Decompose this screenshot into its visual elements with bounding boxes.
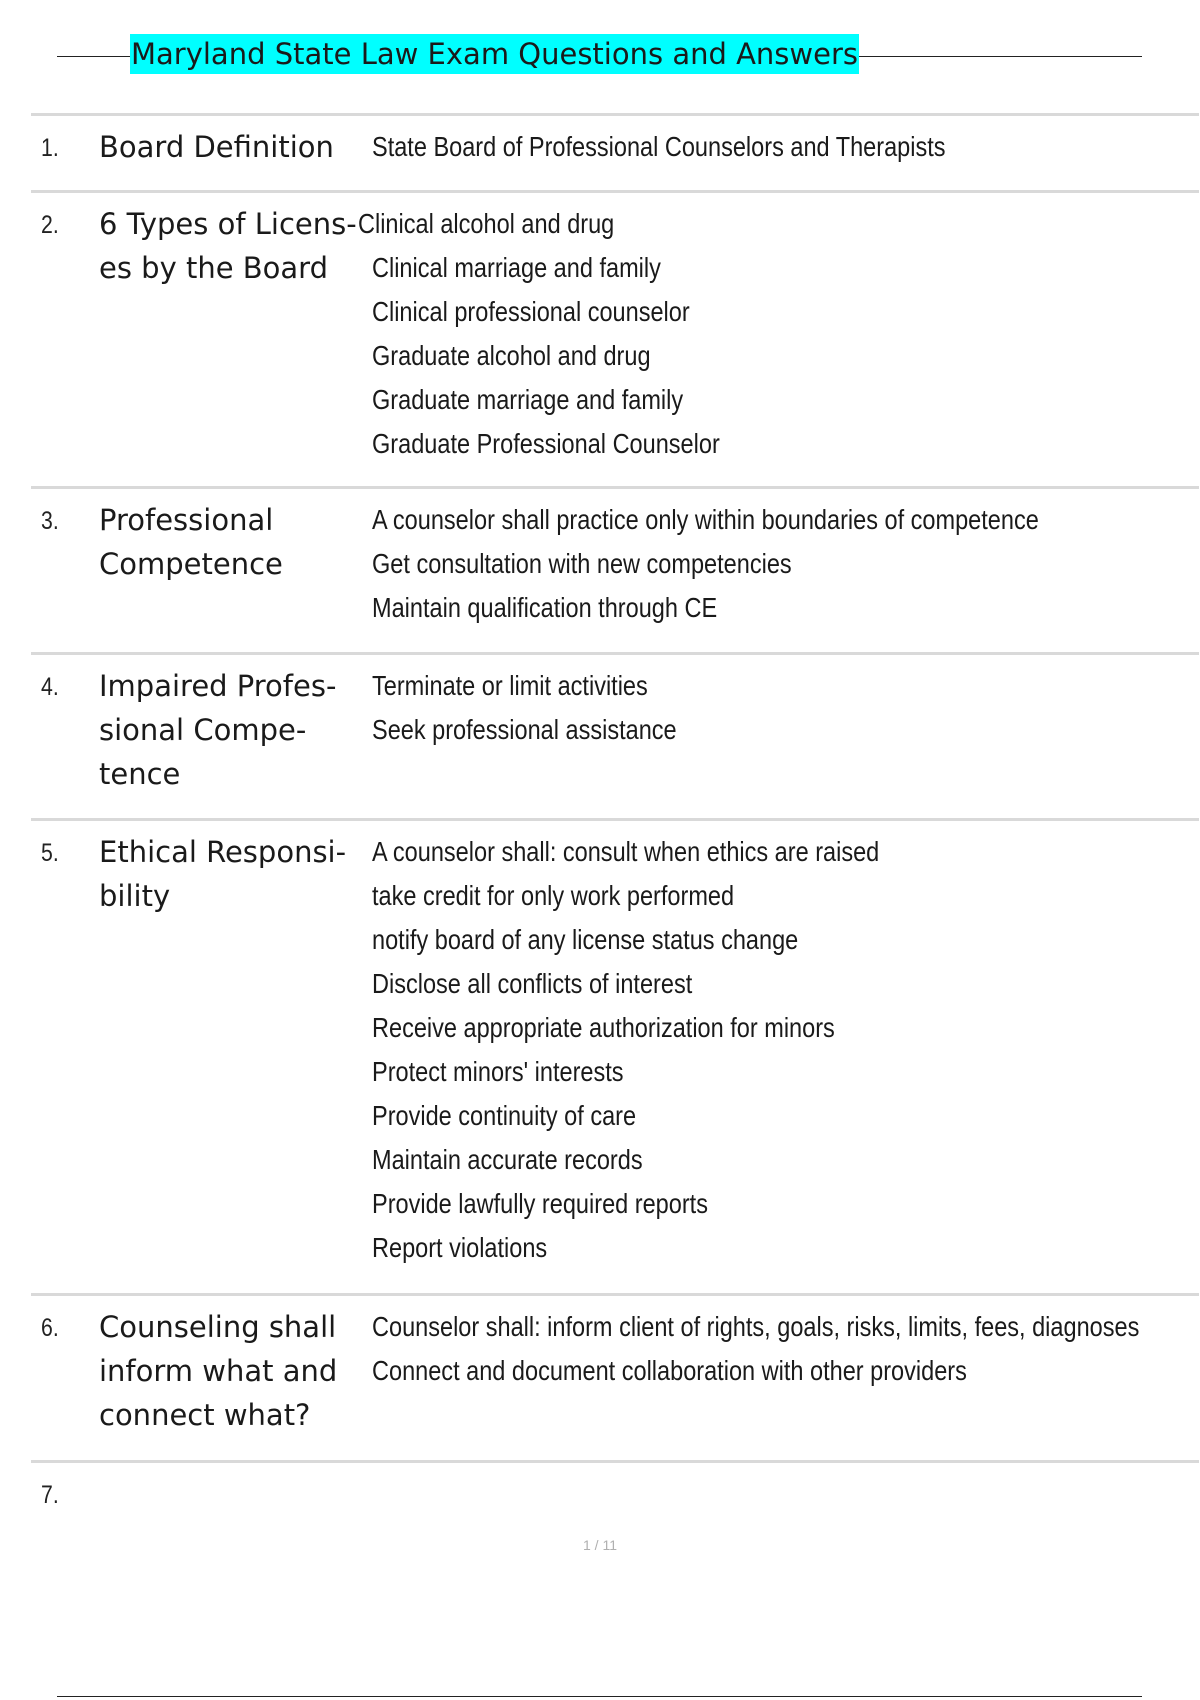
row-definition	[372, 125, 1192, 169]
definition-line: Graduate alcohol and drug	[372, 340, 651, 371]
definition-line: State Board of Professional Counselors and Therapists	[372, 131, 946, 162]
definition-line: notify board of any license status change	[372, 924, 799, 955]
definition-line: Provide continuity of care	[372, 1100, 637, 1131]
definition-line: Connect and document collaboration with other providers	[372, 1355, 967, 1386]
definition-line: Graduate Professional Counselor	[372, 428, 720, 459]
definition-line: Terminate or limit activities	[372, 670, 648, 701]
definition-line: Disclose all conflicts of interest	[372, 968, 693, 999]
row-term: Professional Competence	[99, 503, 283, 581]
row-term: Counseling shall inform what and connect what?	[99, 1310, 338, 1432]
qa-row-7	[31, 1460, 1199, 1533]
definition-line: Maintain accurate records	[372, 1144, 643, 1175]
definition-line: Protect minors' interests	[372, 1056, 624, 1087]
definition-line: Graduate marriage and family	[372, 384, 684, 415]
qa-row-1	[31, 113, 1199, 190]
row-term: Ethical Responsi- bility	[99, 835, 347, 913]
row-definition	[372, 830, 1192, 1270]
row-number: 7.	[41, 1481, 59, 1509]
row-number: 2.	[41, 211, 59, 239]
definition-line: Provide lawfully required reports	[372, 1188, 708, 1219]
definition-line: take credit for only work performed	[372, 880, 735, 911]
definition-line: Seek professional assistance	[372, 714, 677, 745]
document-header	[57, 34, 1142, 78]
row-definition	[358, 202, 1192, 466]
document-title: Maryland State Law Exam Questions and Answers	[130, 34, 859, 74]
definition-line: A counselor shall: consult when ethics are raised	[372, 836, 880, 867]
row-definition	[372, 498, 1192, 630]
qa-row-5	[31, 818, 1199, 1293]
row-number: 6.	[41, 1314, 59, 1342]
qa-row-4	[31, 652, 1199, 818]
page-indicator: 1 / 11	[583, 1537, 617, 1553]
definition-line: A counselor shall practice only within boundaries of competence	[372, 504, 1039, 535]
definition-line: Get consultation with new competencies	[372, 548, 792, 579]
row-number: 3.	[41, 507, 59, 535]
qa-table	[31, 113, 1199, 1533]
definition-line: Receive appropriate authorization for minors	[372, 1012, 835, 1043]
row-number: 5.	[41, 839, 59, 867]
row-definition	[372, 664, 1192, 752]
row-number: 4.	[41, 673, 59, 701]
definition-line: Clinical professional counselor	[372, 296, 690, 327]
row-number: 1.	[41, 134, 59, 162]
definition-line: Clinical alcohol and drug	[358, 208, 615, 239]
qa-row-2	[31, 190, 1199, 486]
qa-row-3	[31, 486, 1199, 652]
definition-line: Clinical marriage and family	[372, 252, 661, 283]
definition-line: Counselor shall: inform client of rights, goals, risks, limits, fees, diagnoses	[372, 1311, 1140, 1342]
row-term: 6 Types of Licens- es by the Board	[99, 207, 357, 285]
row-term: Board Definition	[99, 130, 334, 164]
row-definition	[372, 1305, 1192, 1393]
row-term: Impaired Profes- sional Compe- tence	[99, 669, 337, 791]
qa-row-6	[31, 1293, 1199, 1460]
definition-line: Maintain qualification through CE	[372, 592, 718, 623]
definition-line: Report violations	[372, 1232, 548, 1263]
bottom-rule	[57, 1696, 1142, 1697]
